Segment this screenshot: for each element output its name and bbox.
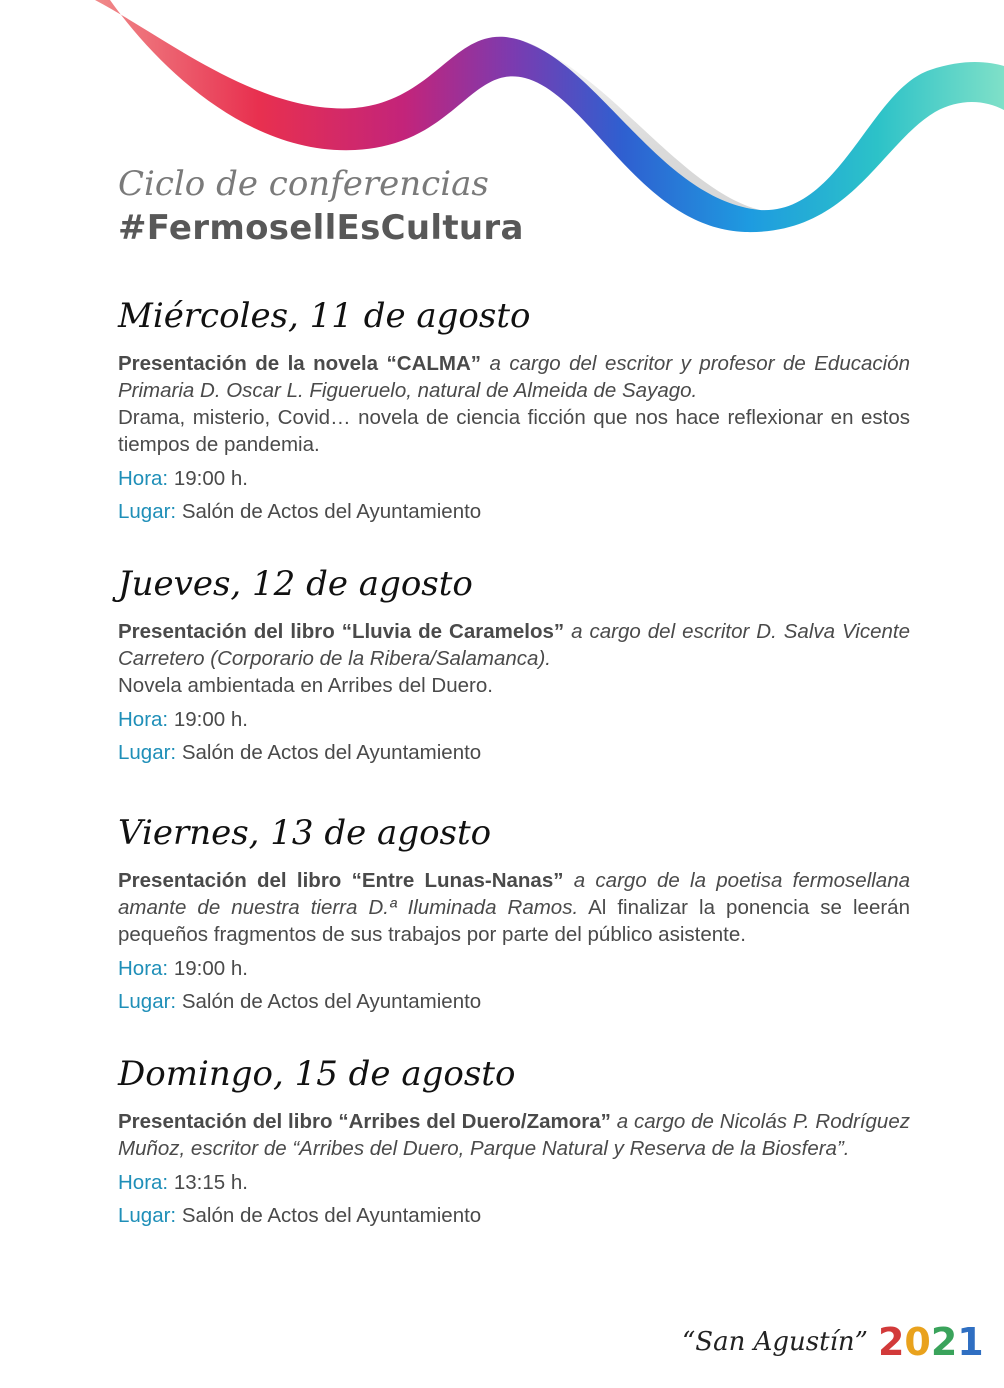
time-label: Hora: — [118, 1171, 169, 1194]
event-place — [118, 990, 910, 1014]
ribbon-decoration — [0, 0, 1004, 240]
place-label: Lugar: — [118, 1204, 177, 1227]
event-date: Miércoles, 11 de agosto — [118, 296, 531, 336]
time-value: 19:00 h. — [173, 467, 248, 490]
time-label: Hora: — [118, 708, 169, 731]
event-place — [118, 500, 910, 524]
event-date: Jueves, 12 de agosto — [118, 564, 473, 604]
event-item — [118, 1052, 910, 1228]
time-value: 19:00 h. — [173, 708, 248, 731]
event-title: Presentación del libro “Entre Lunas-Nanas” — [118, 869, 564, 892]
event-extra: Drama, misterio, Covid… novela de ciencia ficción que nos hace reflexionar en estos tiempos de pandemia. — [118, 406, 910, 456]
event-item — [118, 811, 910, 1014]
event-title: Presentación del libro “Lluvia de Caramelos” — [118, 620, 565, 643]
year-digit: 0 — [904, 1320, 931, 1364]
place-label: Lugar: — [118, 990, 177, 1013]
series-label: Ciclo de conferencias — [118, 164, 489, 204]
time-value: 19:00 h. — [173, 957, 248, 980]
event-extra: Al finalizar la ponencia se leerán pequeños fragmentos de sus trabajos por parte del público asistente. — [118, 896, 910, 946]
event-description — [118, 618, 910, 699]
event-byline: a cargo de la poetisa fermosellana amante de nuestra tierra D.ª Iluminada Ramos. — [118, 869, 911, 919]
event-description — [118, 867, 910, 948]
event-item — [118, 294, 910, 524]
year-digit: 2 — [930, 1320, 958, 1364]
event-place — [118, 1204, 910, 1228]
footer-year-logo — [878, 1320, 984, 1364]
event-byline: a cargo del escritor D. Salva Vicente Carretero (Corporario de la Ribera/Salamanca). — [118, 620, 911, 670]
hashtag-title: #FermosellEsCultura — [118, 208, 524, 248]
event-extra: Novela ambientada en Arribes del Duero. — [118, 674, 493, 697]
event-time — [118, 1171, 910, 1195]
event-item — [118, 562, 910, 765]
event-description — [118, 350, 910, 458]
time-label: Hora: — [118, 467, 169, 490]
event-time — [118, 957, 910, 981]
event-description — [118, 1108, 910, 1162]
event-date: Domingo, 15 de agosto — [118, 1054, 516, 1094]
event-title: Presentación del libro “Arribes del Duero/Zamora” — [118, 1110, 611, 1133]
place-value: Salón de Actos del Ayuntamiento — [181, 500, 482, 523]
event-date: Viernes, 13 de agosto — [118, 813, 492, 853]
place-value: Salón de Actos del Ayuntamiento — [181, 1204, 482, 1227]
event-time — [118, 467, 910, 491]
place-value: Salón de Actos del Ayuntamiento — [181, 990, 482, 1013]
year-digit: 1 — [957, 1320, 984, 1364]
event-title: Presentación de la novela “CALMA” — [118, 352, 482, 375]
footer-brand-text: “San Agustín” — [682, 1327, 868, 1357]
place-value: Salón de Actos del Ayuntamiento — [181, 741, 482, 764]
footer-brand — [682, 1318, 984, 1366]
year-digit: 2 — [877, 1320, 905, 1364]
place-label: Lugar: — [118, 741, 177, 764]
time-value: 13:15 h. — [173, 1171, 248, 1194]
event-time — [118, 708, 910, 732]
place-label: Lugar: — [118, 500, 177, 523]
time-label: Hora: — [118, 957, 169, 980]
event-place — [118, 741, 910, 765]
event-byline: a cargo de Nicolás P. Rodríguez Muñoz, escritor de “Arribes del Duero, Parque Natural y Reserva de la Biosfera”. — [118, 1110, 910, 1160]
events-list — [118, 294, 910, 1266]
event-byline: a cargo del escritor y profesor de Educación Primaria D. Oscar L. Figueruelo, natural de Almeida de Sayago. — [118, 352, 910, 402]
